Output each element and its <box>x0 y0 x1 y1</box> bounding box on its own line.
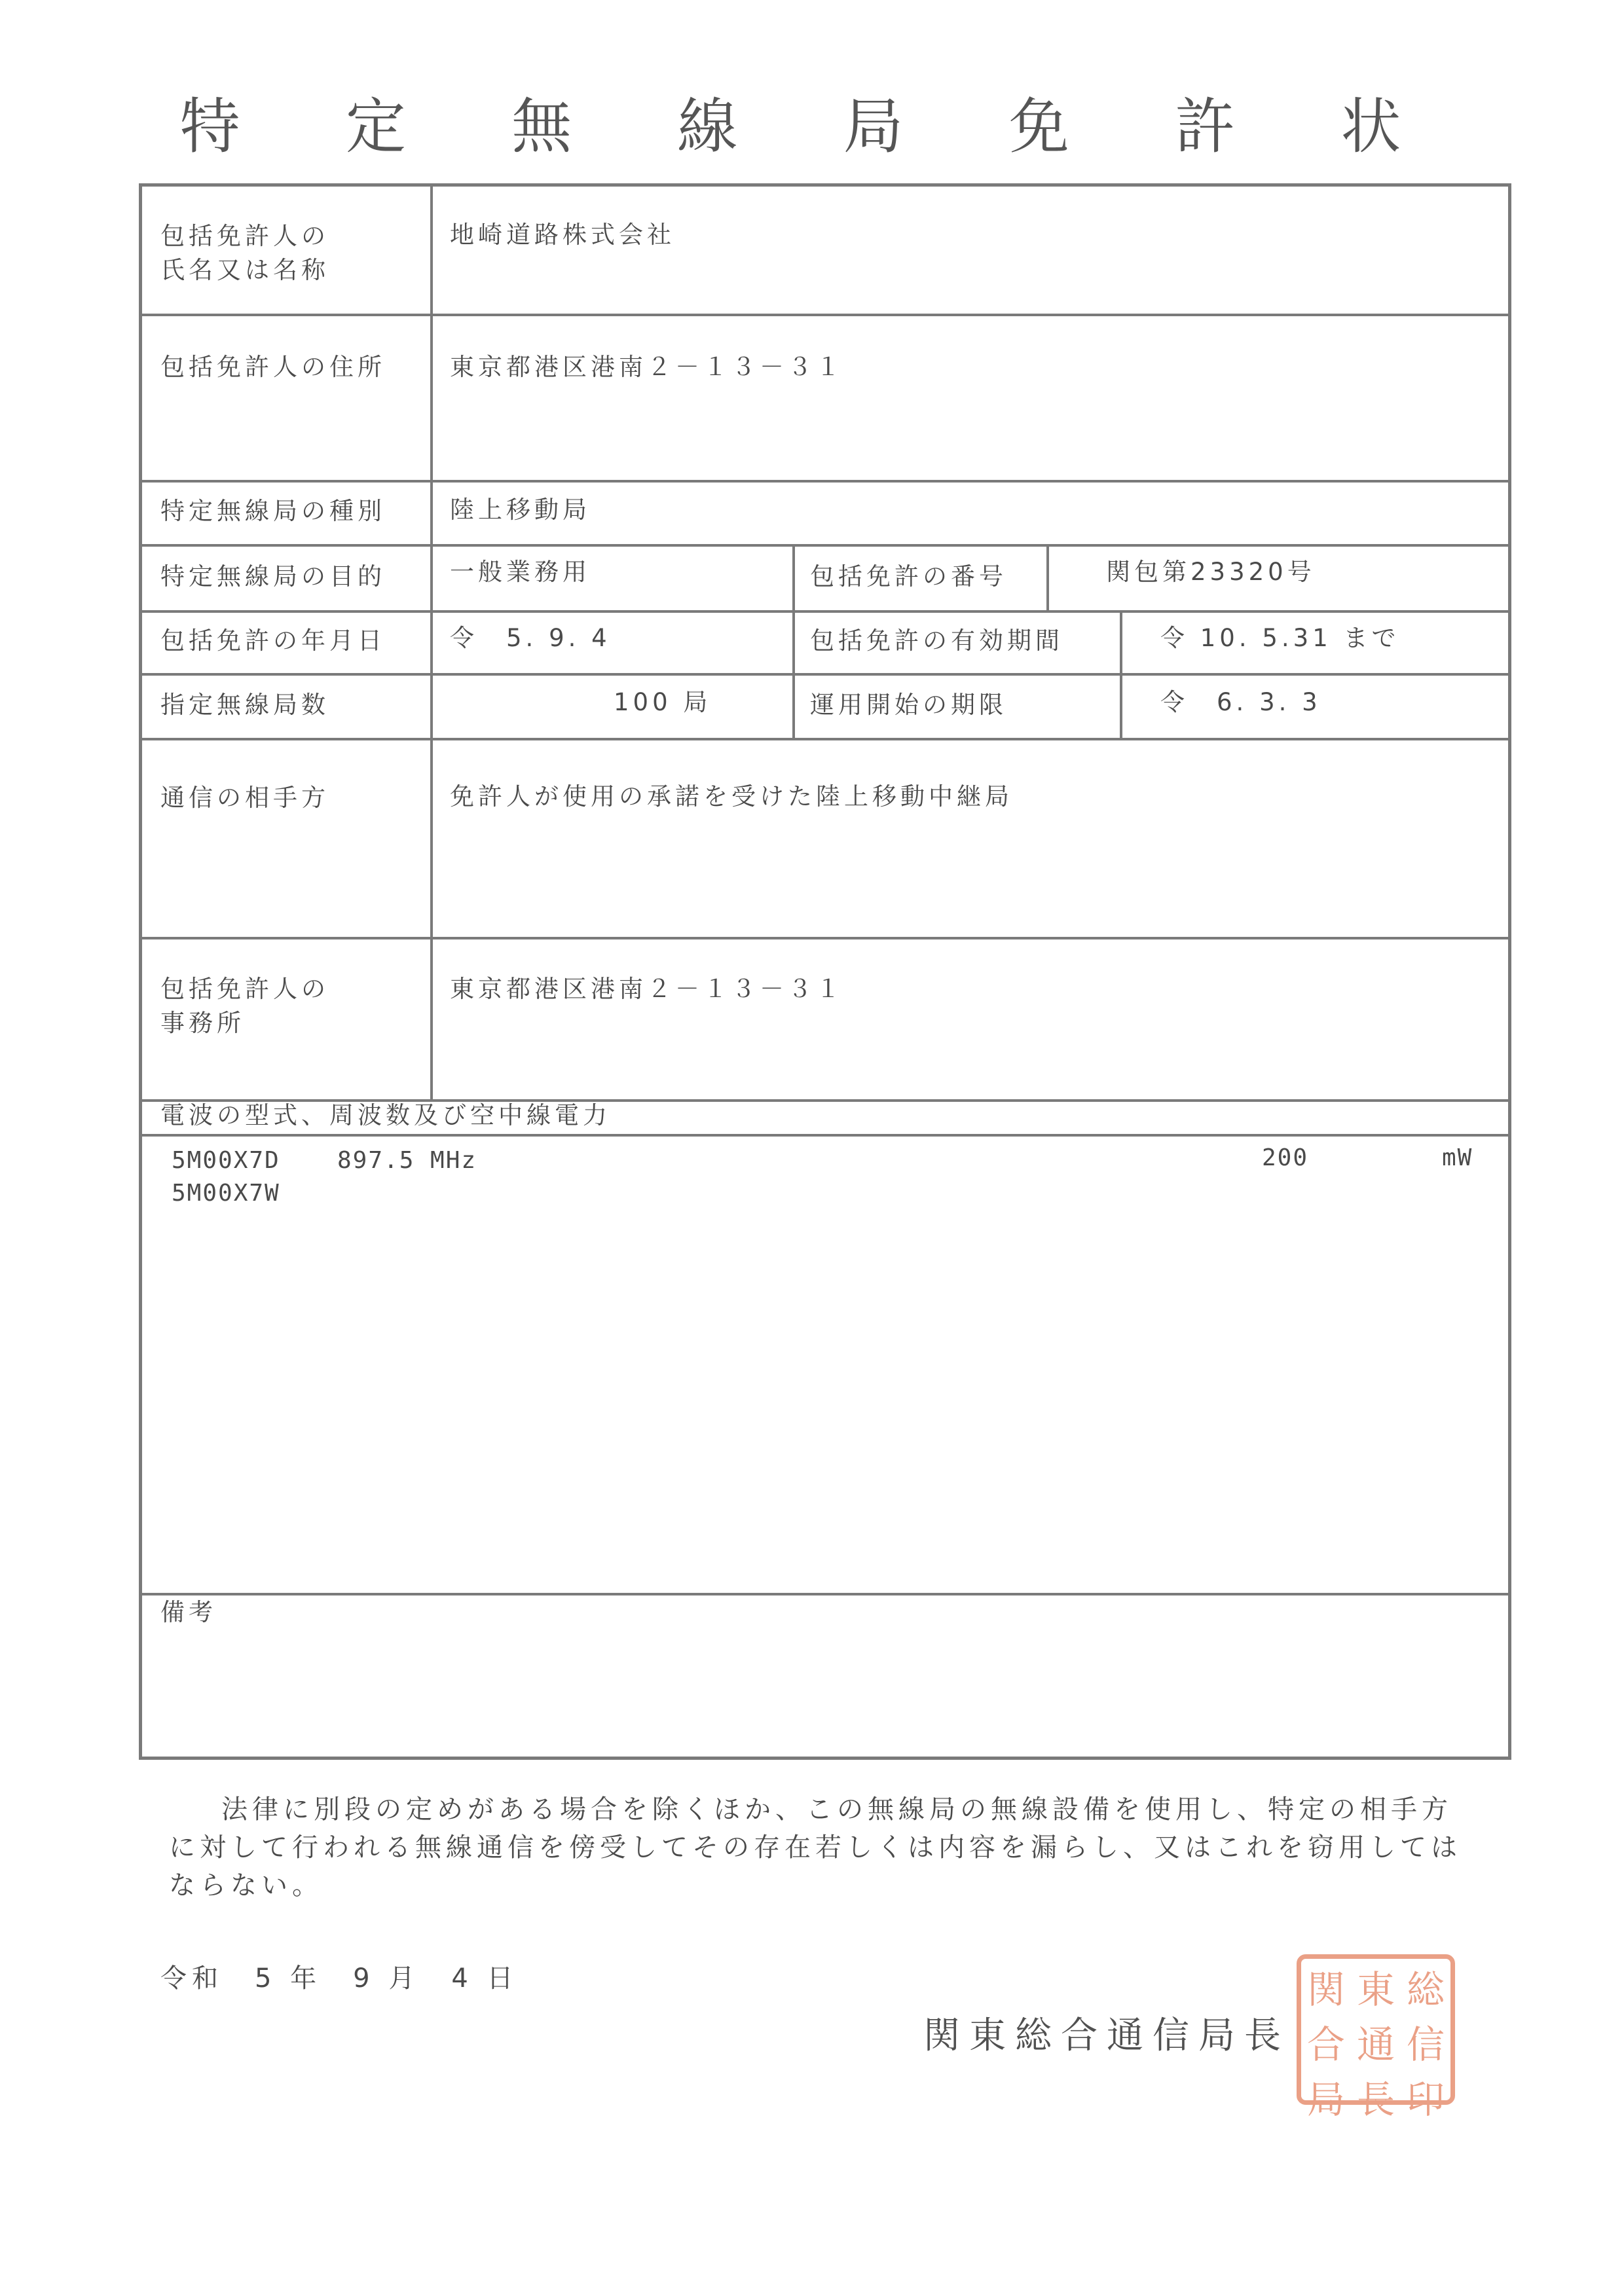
power-unit: mW <box>1442 1144 1473 1171</box>
emission-type-2: 5M00X7W <box>172 1180 280 1207</box>
communication-partner-label: 通信の相手方 <box>160 784 329 812</box>
seal-character: 局 <box>1306 2077 1345 2122</box>
power-value: 200 <box>1262 1144 1309 1171</box>
column-divider <box>1120 610 1122 738</box>
seal-character: 長 <box>1356 2077 1395 2122</box>
validity-value: 令 10. 5.31 まで <box>1160 624 1400 652</box>
issuer-name: 関東総合通信局長 <box>923 2014 1290 2057</box>
seal-character: 東 <box>1356 1967 1395 2012</box>
seal-character: 合 <box>1306 2022 1345 2067</box>
seal-character: 信 <box>1406 2022 1445 2067</box>
licensee-name-value: 地崎道路株式会社 <box>450 221 675 249</box>
row-divider <box>142 314 1508 316</box>
operation-start-label: 運用開始の期限 <box>810 691 1007 719</box>
purpose-value: 一般業務用 <box>450 558 591 586</box>
licensee-address-value: 東京都港区港南２－１３－３１ <box>450 353 844 381</box>
frequency-value: 897.5 MHz <box>337 1147 477 1174</box>
emission-type-1: 5M00X7D <box>172 1147 280 1174</box>
seal-character: 印 <box>1406 2077 1445 2122</box>
operation-start-value: 令 6. 3. 3 <box>1160 688 1321 716</box>
official-seal-stamp <box>1297 1954 1455 2122</box>
licensee-name-label: 包括免許人の 氏名又は名称 <box>160 222 329 284</box>
communication-partner-value: 免許人が使用の承諾を受けた陸上移動中継局 <box>450 782 1013 811</box>
seal-character: 総 <box>1406 1967 1445 2012</box>
row-divider <box>142 480 1508 483</box>
row-divider <box>142 937 1508 939</box>
office-value: 東京都港区港南２－１３－３１ <box>450 975 844 1003</box>
purpose-label: 特定無線局の目的 <box>160 562 386 591</box>
license-date-value: 令 5. 9. 4 <box>450 624 611 652</box>
radio-section-label: 電波の型式、周波数及び空中線電力 <box>160 1101 611 1129</box>
column-divider <box>792 544 795 610</box>
station-count-label: 指定無線局数 <box>160 691 329 719</box>
row-divider <box>142 610 1508 613</box>
station-type-value: 陸上移動局 <box>450 496 591 524</box>
seal-character: 関 <box>1306 1967 1345 2012</box>
seal-character: 通 <box>1356 2022 1395 2067</box>
row-divider <box>142 1593 1508 1595</box>
validity-label: 包括免許の有効期間 <box>810 627 1063 655</box>
issue-date: 令和 5 年 9 月 4 日 <box>160 1963 519 1994</box>
office-label: 包括免許人の 事務所 <box>160 975 329 1037</box>
row-divider <box>142 673 1508 676</box>
row-divider <box>142 1134 1508 1137</box>
label-column-divider <box>430 187 433 1099</box>
license-number-label: 包括免許の番号 <box>810 562 1007 591</box>
column-divider <box>1046 544 1049 610</box>
remarks-label: 備考 <box>160 1598 217 1626</box>
license-number-value: 関包第23320号 <box>1106 558 1316 586</box>
license-table <box>139 183 1511 1760</box>
row-divider <box>142 738 1508 740</box>
legal-notice: 法律に別段の定めがある場合を除くほか、この無線局の無線設備を使用し、特定の相手方に対して行われる無線通信を傍受してその存在若しくは内容を漏らし、又はこれを窃用してはならない。 <box>169 1795 1462 1901</box>
station-count-value: 100 局 <box>614 688 712 716</box>
station-type-label: 特定無線局の種別 <box>160 497 386 525</box>
license-date-label: 包括免許の年月日 <box>160 627 386 655</box>
document-title: 特 定 無 線 局 免 許 状 <box>179 92 1445 162</box>
column-divider <box>792 610 795 738</box>
row-divider <box>142 544 1508 547</box>
licensee-address-label: 包括免許人の住所 <box>160 353 386 381</box>
